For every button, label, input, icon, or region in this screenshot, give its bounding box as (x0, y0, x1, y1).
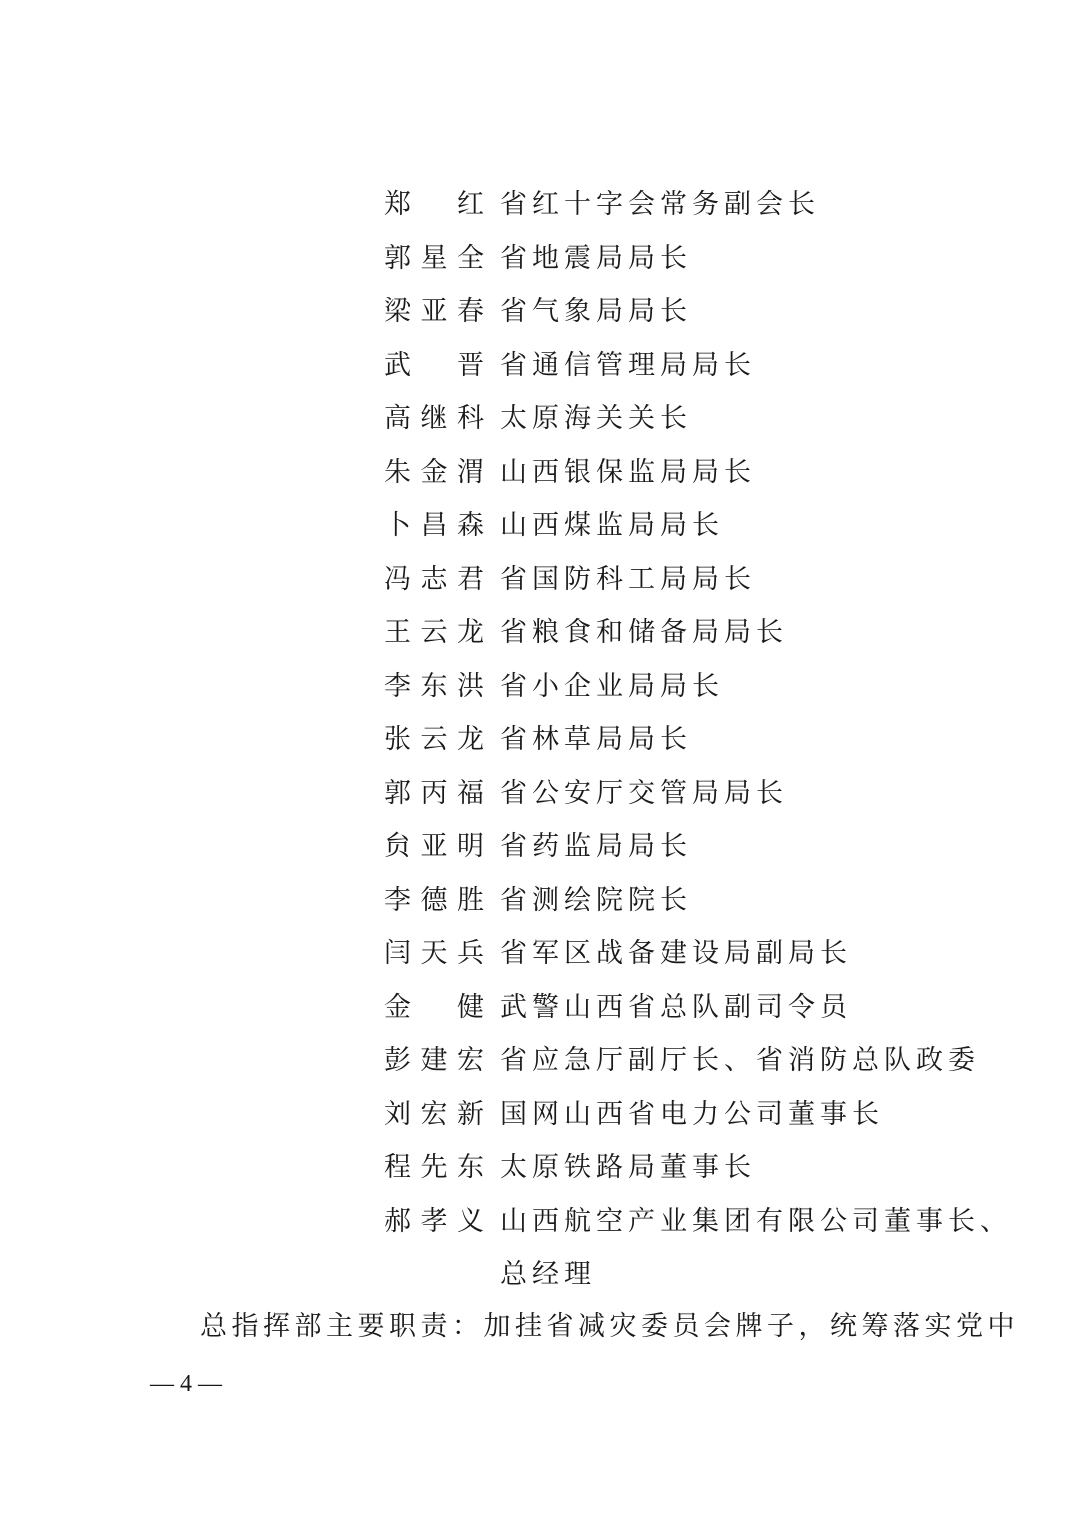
member-name: 李德胜 (384, 884, 484, 916)
roster-row (384, 1146, 984, 1200)
member-title: 省药监局局长 (500, 831, 692, 862)
roster-row (384, 1200, 1012, 1290)
member-name: 金健 (384, 991, 484, 1023)
member-title: 省地震局局长 (500, 242, 692, 274)
member-title: 武警山西省总队副司令员 (500, 991, 852, 1023)
roster-row (384, 825, 984, 879)
member-title: 省通信管理局局长 (500, 349, 756, 381)
member-name: 王云龙 (384, 617, 484, 648)
member-name: 张云龙 (384, 724, 484, 755)
roster-row (384, 237, 984, 291)
member-name: 闫天兵 (384, 938, 484, 969)
member-name: 武晋 (384, 349, 484, 381)
roster-row (384, 665, 984, 719)
roster-row (384, 290, 984, 344)
roster-row (384, 986, 984, 1040)
member-title: 省粮食和储备局局长 (500, 617, 788, 648)
roster-row (384, 932, 984, 986)
member-title: 省应急厅副厅长、省消防总队政委 (500, 1045, 980, 1076)
roster-row (384, 718, 984, 772)
member-name: 刘宏新 (384, 1098, 484, 1130)
roster-row (384, 1039, 984, 1093)
member-title: 省军区战备建设局副局长 (500, 938, 852, 969)
member-name: 冯志君 (384, 563, 484, 595)
roster-row (384, 558, 984, 612)
member-name: 李东洪 (384, 670, 484, 702)
member-name: 郭丙福 (384, 777, 484, 809)
roster-row (384, 344, 984, 398)
member-name: 程先东 (384, 1152, 484, 1183)
member-title: 太原铁路局董事长 (500, 1152, 756, 1183)
body-paragraph: 总指挥部主要职责：加挂省减灾委员会牌子，统筹落实党中 (200, 1311, 1019, 1342)
roster-row (384, 611, 984, 665)
member-roster (384, 183, 1012, 1290)
member-name: 郭星全 (384, 242, 484, 274)
roster-row (384, 879, 984, 933)
member-title: 省国防科工局局长 (500, 563, 756, 595)
member-name: 朱金渭 (384, 456, 484, 488)
roster-row (384, 451, 984, 505)
member-name: 高继科 (384, 403, 484, 434)
member-title: 山西航空产业集团有限公司董事长、 (500, 1205, 1012, 1237)
member-title: 省红十字会常务副会长 (500, 189, 820, 220)
member-name: 卜昌森 (384, 510, 484, 541)
roster-row (384, 772, 984, 826)
member-title: 山西煤监局局长 (500, 510, 724, 541)
member-name: 梁亚春 (384, 296, 484, 327)
member-title: 省公安厅交管局局长 (500, 777, 788, 809)
member-name: 贠亚明 (384, 831, 484, 862)
member-title: 省测绘院院长 (500, 884, 692, 916)
member-title: 国网山西省电力公司董事长 (500, 1098, 884, 1130)
member-title: 太原海关关长 (500, 403, 692, 434)
member-title: 省气象局局长 (500, 296, 692, 327)
member-title: 山西银保监局局长 (500, 456, 756, 488)
member-title: 省林草局局长 (500, 724, 692, 755)
page-number: — 4 — (150, 1371, 222, 1397)
member-title: 省小企业局局长 (500, 670, 724, 702)
roster-row (384, 1093, 984, 1147)
member-title-continuation: 总经理 (500, 1259, 596, 1290)
member-name: 郝孝义 (384, 1205, 484, 1237)
roster-row (384, 183, 984, 237)
roster-row (384, 397, 984, 451)
roster-row (384, 504, 984, 558)
member-name: 郑红 (384, 189, 484, 220)
member-name: 彭建宏 (384, 1045, 484, 1076)
